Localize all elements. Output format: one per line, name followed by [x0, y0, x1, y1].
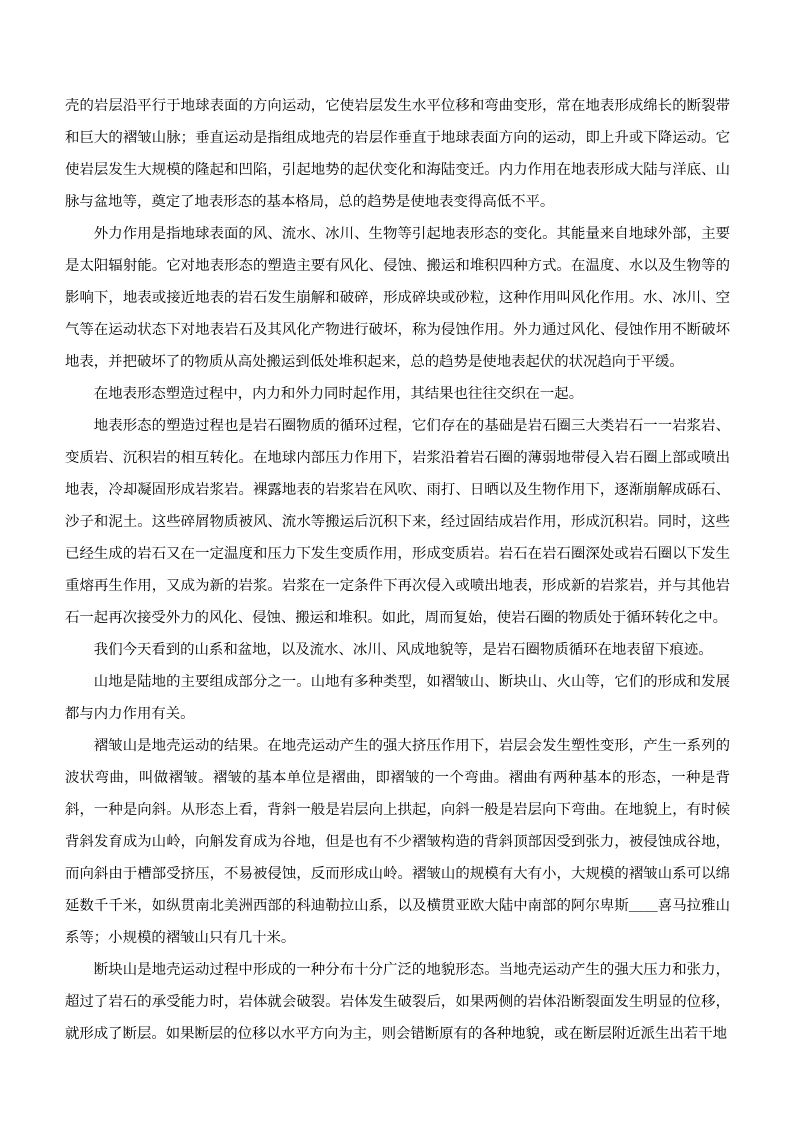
paragraph-6: 山地是陆地的主要组成部分之一。山地有多种类型，如褶皱山、断块山、火山等，它们的形成和发展都与内力作用有关。 [65, 674, 730, 722]
paragraph-5: 我们今天看到的山系和盆地，以及流水、冰川、风成地貌等，是岩石圈物质循环在地表留下痕迹。 [93, 642, 713, 658]
paragraph-1: 壳的岩层沿平行于地球表面的方向运动，它使岩层发生水平位移和弯曲变形，常在地表形成绵长的断裂带和巨大的褶皱山脉；垂直运动是指组成地壳的岩层作垂直于地球表面方向的运动，即上升或下降运动。它使岩层发生大规模的隆起和凹陷，引起地势的起伏变化和海陆变迁。内力作用在地表形成大陆与洋底、山脉与盆地等，奠定了地表形态的基本格局，总的趋势是使地表变得高低不平。 [65, 98, 730, 210]
paragraph-4: 地表形态的塑造过程也是岩石圈物质的循环过程，它们存在的基础是岩石圈三大类岩石一一岩浆岩、变质岩、沉积岩的相互转化。在地球内部压力作用下，岩浆沿着岩石圈的薄弱地带侵入岩石圈上部或喷出地表，冷却凝固形成岩浆岩。裸露地表的岩浆岩在风吹、雨打、日晒以及生物作用下，逐渐崩解成砾石、沙子和泥土。这些碎屑物质被风、流水等搬运后沉积下来，经过固结成岩作用，形成沉积岩。同时，这些已经生成的岩石又在一定温度和压力下发生变质作用，形成变质岩。岩石在岩石圈深处或岩石圈以下发生重熔再生作用，又成为新的岩浆。岩浆在一定条件下再次侵入或喷出地表，形成新的岩浆岩，并与其他岩石一起再次接受外力的风化、侵蚀、搬运和堆积。如此，周而复始，使岩石圈的物质处于循环转化之中。 [65, 418, 730, 626]
page-content [65, 90, 730, 1050]
paragraph-7: 褶皱山是地壳运动的结果。在地壳运动产生的强大挤压作用下，岩层会发生塑性变形，产生一系列的波状弯曲，叫做褶皱。褶皱的基本单位是褶曲，即褶皱的一个弯曲。褶曲有两种基本的形态，一种是背斜，一种是向斜。从形态上看，背斜一般是岩层向上拱起，向斜一般是岩层向下弯曲。在地貌上，有时候背斜发育成为山岭，向斛发育成为谷地，但是也有不少褶皱构造的背斜顶部因受到张力，被侵蚀成谷地，而向斜由于槽部受挤压，不易被侵蚀，反而形成山岭。褶皱山的规模有大有小，大规模的褶皱山系可以绵延数千千米，如纵贯南北美洲西部的科迪勒拉山系，以及横贯亚欧大陆中南部的阿尔卑斯＿＿喜马拉雅山系等；小规模的褶皱山只有几十米。 [65, 738, 730, 946]
paragraph-8: 断块山是地壳运动过程中形成的一种分布十分广泛的地貌形态。当地壳运动产生的强大压力和张力，超过了岩石的承受能力时，岩体就会破裂。岩体发生破裂后，如果两侧的岩体沿断裂面发生明显的位移，就形成了断层。如果断层的位移以水平方向为主，则会错断原有的各种地貌，或在断层附近派生出若干地 [65, 962, 730, 1042]
paragraph-2: 外力作用是指地球表面的风、流水、冰川、生物等引起地表形态的变化。其能量来自地球外部，主要是太阳辐射能。它对地表形态的塑造主要有风化、侵蚀、搬运和堆积四种方式。在温度、水以及生物等的影响下，地表或接近地表的岩石发生崩解和破碎，形成碎块或砂粒，这种作用叫风化作用。水、冰川、空气等在运动状态下对地表岩石及其风化产物进行破坏，称为侵蚀作用。外力通过风化、侵蚀作用不断破坏地表，并把破坏了的物质从高处搬运到低处堆积起来，总的趋势是使地表起伏的状况趋向于平缓。 [65, 226, 730, 370]
paragraph-3: 在地表形态塑造过程中，内力和外力同时起作用，其结果也往往交织在一起。 [93, 386, 584, 402]
